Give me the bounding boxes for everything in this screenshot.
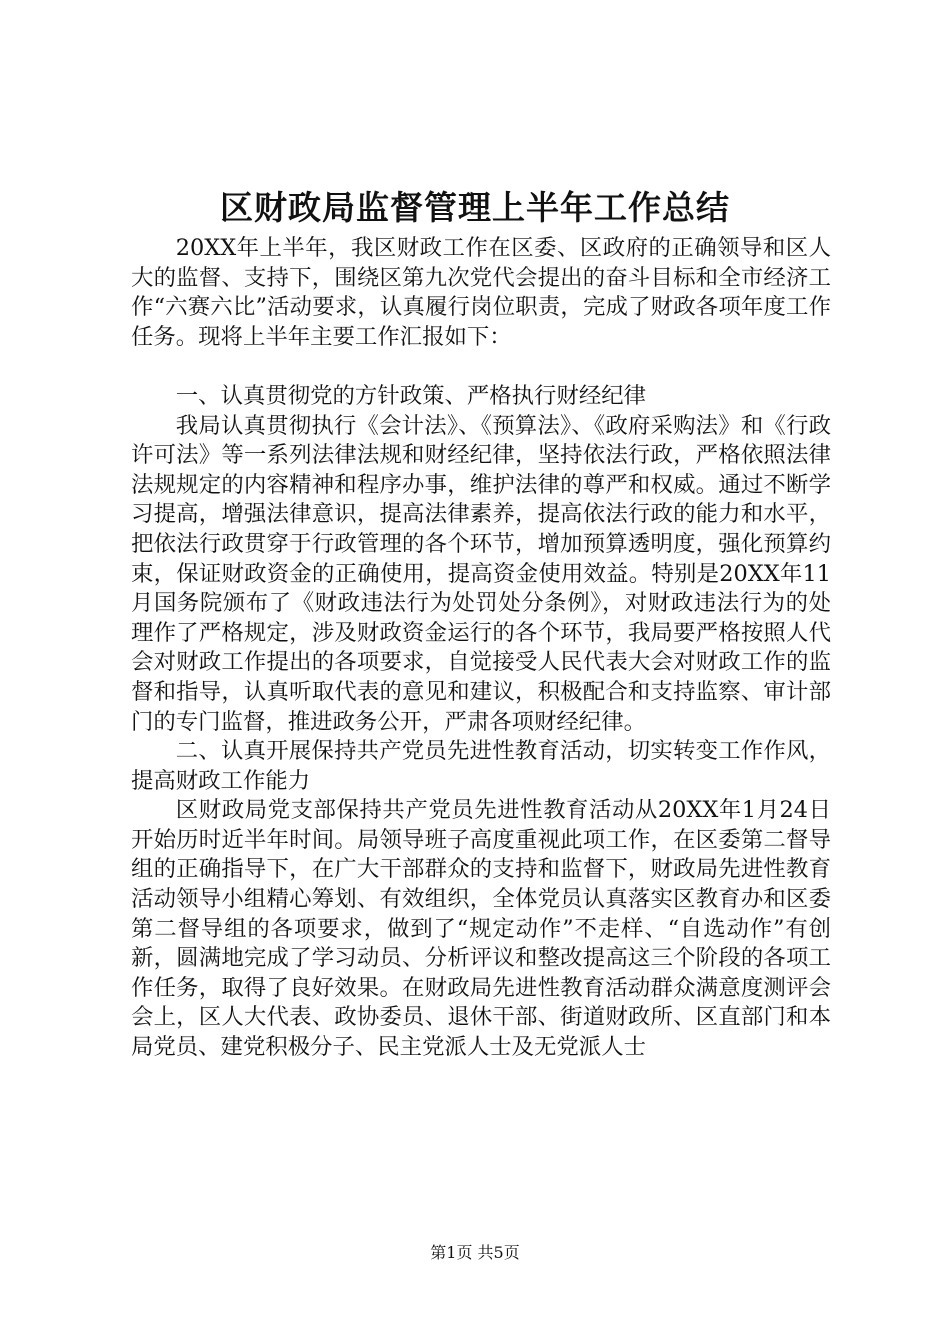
section-1-paragraph: 我局认真贯彻执行《会计法》、《预算法》、《政府采购法》和《行政许可法》等一系列法律法规和财经纪律，坚持依法行政，严格依照法律法规规定的内容精神和程序办事，维护法律的尊严和权威。通过不断学习提高，增强法律意识，提高法律素养，提高依法行政的能力和水平，把依法行政贯穿于行政管理的各个环节，增加预算透明度，强化预算约束，保证财政资金的正确使用，提高资金使用效益。特别是20XX年11月国务院颁布了《财政违法行为处罚处分条例》，对财政违法行为的处理作了严格规定，涉及财政资金运行的各个环节，我局要严格按照人代会对财政工作提出的各项要求，自觉接受人民代表大会对财政工作的监督和指导，认真听取代表的意见和建议，积极配合和支持监察、审计部门的专门监督，推进政务公开，严肃各项财经纪律。 — [131, 412, 831, 735]
intro-paragraph: 20XX年上半年，我区财政工作在区委、区政府的正确领导和区人大的监督、支持下，围绕区第九次党代会提出的奋斗目标和全市经济工作“六赛六比”活动要求，认真履行岗位职责，完成了财政各项年度工作任务。现将上半年主要工作汇报如下： — [131, 235, 831, 350]
section-heading-2: 二、认真开展保持共产党员先进性教育活动，切实转变工作作风，提高财政工作能力 — [131, 738, 831, 794]
page-footer: 第1页 共5页 — [430, 1243, 520, 1262]
section-heading-1: 一、认真贯彻党的方针政策、严格执行财经纪律 — [175, 382, 646, 409]
section-2-paragraph: 区财政局党支部保持共产党员先进性教育活动从20XX年1月24日开始历时近半年时间。局领导班子高度重视此项工作，在区委第二督导组的正确指导下，在广大干部群众的支持和监督下，财政局先进性教育活动领导小组精心筹划、有效组织，全体党员认真落实区教育办和区委第二督导组的各项要求，做到了“规定动作”不走样、“自选动作”有创新，圆满地完成了学习动员、分析评议和整改提高这三个阶段的各项工作任务，取得了良好效果。在财政局先进性教育活动群众满意度测评会会上，区人大代表、政协委员、退休干部、街道财政所、区直部门和本局党员、建党积极分子、民主党派人士及无党派人士 — [131, 797, 831, 1061]
document-title: 区财政局监督管理上半年工作总结 — [220, 188, 730, 227]
document-body — [131, 234, 831, 1063]
